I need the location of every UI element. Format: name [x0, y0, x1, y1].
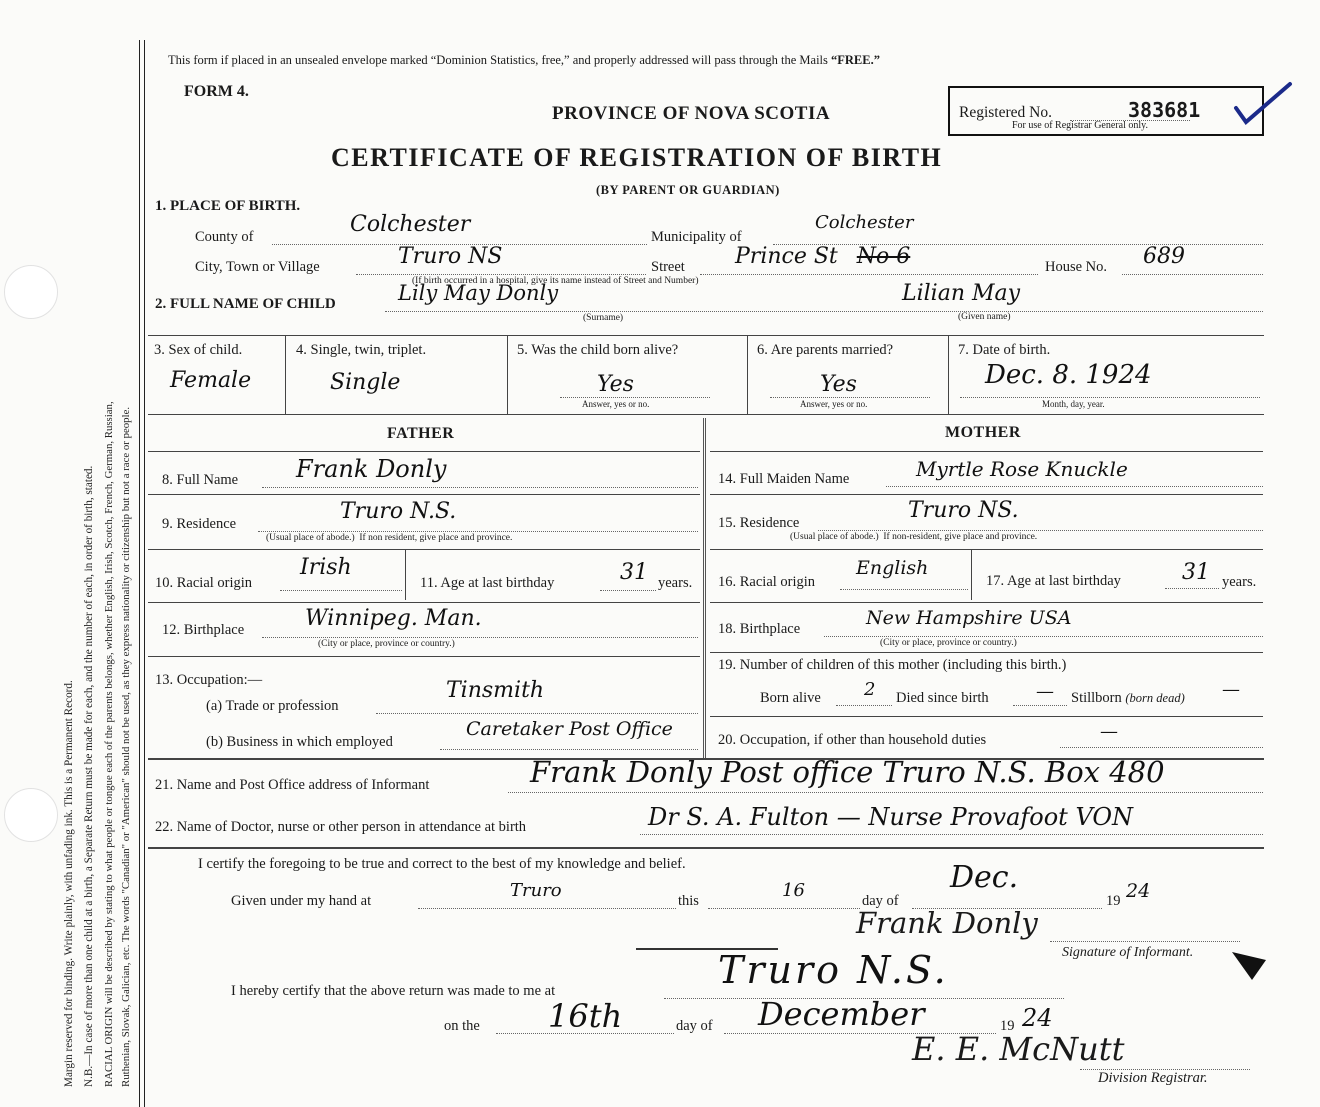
county-value: Colchester: [350, 212, 471, 237]
given-day-of-label: day of: [862, 893, 899, 909]
city-value: Truro NS: [398, 244, 503, 269]
mother-racial-origin-label: 16. Racial origin: [718, 574, 816, 590]
plurality-label: 4. Single, twin, triplet.: [296, 342, 427, 358]
informant-signature: Frank Donly: [856, 906, 1038, 940]
mother-name-label: 14. Full Maiden Name: [718, 471, 850, 487]
born-alive-caption: Answer, yes or no.: [582, 399, 650, 409]
given-year-value: 24: [1126, 880, 1151, 902]
stillborn-value: —: [1222, 679, 1240, 700]
died-since-birth-value: —: [1036, 681, 1054, 702]
father-residence-value: Truro N.S.: [340, 499, 457, 524]
registrar-on-the-label: on the: [444, 1018, 480, 1034]
child-surname-value: Lily May Donly: [398, 281, 559, 305]
informant-value: Frank Donly Post office Truro N.S. Box 480: [530, 755, 1165, 789]
registered-label: Registered No.: [959, 104, 1052, 121]
mother-residence-caption: (Usual place of abode.) If non-resident, give place and province.: [790, 532, 1038, 542]
mother-children-label: 19. Number of children of this mother (including this birth.): [718, 657, 1067, 673]
house-number-value: 689: [1143, 244, 1185, 269]
municipality-value: Colchester: [815, 212, 914, 233]
street-value: Prince St No 6: [735, 244, 911, 269]
registered-number-box: [948, 86, 1264, 136]
margin-rule: [139, 40, 140, 1107]
mother-age-label: 17. Age at last birthday: [986, 573, 1121, 589]
hospital-note: (If birth occurred in a hospital, give its name instead of Street and Number): [412, 276, 699, 286]
date-of-birth-caption: Month, day, year.: [1042, 399, 1105, 409]
street-struck-number: No 6: [856, 244, 911, 269]
certification-statement: I certify the foregoing to be true and correct to the best of my knowledge and belief.: [198, 856, 686, 872]
mother-birthplace-value: New Hampshire USA: [866, 607, 1072, 629]
division-registrar-caption: Division Registrar.: [1098, 1070, 1208, 1086]
parents-married-label: 6. Are parents married?: [757, 342, 894, 358]
date-of-birth-value: Dec. 8. 1924: [985, 360, 1152, 390]
mother-age-years: years.: [1222, 574, 1257, 590]
mother-birthplace-caption: (City or place, province or country.): [880, 638, 1017, 648]
municipality-label: Municipality of: [651, 229, 742, 245]
doctor-label: 22. Name of Doctor, nurse or other person in attendance at birth: [155, 819, 527, 835]
county-label: County of: [195, 229, 254, 245]
binding-hole-bottom: [4, 788, 58, 842]
given-this-label: this: [678, 893, 699, 909]
mail-notice: This form if placed in an unsealed envelope marked “Dominion Statistics, free,” and properly addressed will pass through the Mails “FREE.”: [168, 53, 880, 67]
mother-name-value: Myrtle Rose Knuckle: [916, 457, 1128, 481]
given-at-value: Truro: [510, 880, 562, 901]
father-birthplace-value: Winnipeg. Man.: [305, 606, 482, 631]
father-racial-origin-value: Irish: [300, 555, 352, 580]
father-occupation-label: 13. Occupation:—: [155, 672, 263, 688]
mother-birthplace-label: 18. Birthplace: [718, 621, 801, 637]
registered-number: 383681: [1128, 98, 1201, 122]
born-alive-count-value: 2: [864, 679, 876, 700]
certificate-subtitle: (BY PARENT OR GUARDIAN): [596, 183, 780, 197]
given-name-caption: (Given name): [958, 312, 1011, 322]
given-at-label: Given under my hand at: [231, 893, 372, 909]
margin-note-multiple-births: N.B.—In case of more than one child at a birth, a Separate Return must be made for each, and the number of each, in order of birth, stated.: [83, 465, 95, 1087]
given-month-value: Dec.: [950, 860, 1019, 895]
father-age-label: 11. Age at last birthday: [420, 575, 555, 591]
mother-racial-origin-value: English: [856, 557, 929, 579]
father-heading: FATHER: [387, 425, 455, 442]
margin-note-binding: Margin reserved for binding. Write plainly, with unfading ink. This is a Permanent Record.: [63, 680, 75, 1087]
city-label: City, Town or Village: [195, 259, 320, 275]
father-birthplace-label: 12. Birthplace: [162, 622, 245, 638]
registrar-signature: E. E. McNutt: [912, 1030, 1125, 1068]
binding-hole-top: [4, 265, 58, 319]
sex-label: 3. Sex of child.: [154, 342, 243, 358]
mother-age-value: 31: [1182, 560, 1210, 585]
father-business-label: (b) Business in which employed: [206, 734, 393, 750]
informant-signature-caption: Signature of Informant.: [1062, 945, 1194, 960]
mother-occupation-value: —: [1100, 721, 1118, 742]
place-of-birth-heading: 1. PLACE OF BIRTH.: [155, 198, 301, 214]
child-given-name-value: Lilian May: [902, 281, 1021, 306]
margin-note-racial-origin-cont: Ruthenian, Slovak, Galician, etc. The words "Canadian" or "American" should not be used, as they express nationality or citizenship but not a race or people.: [120, 406, 132, 1087]
arrow-marker-icon: [1230, 946, 1270, 982]
father-trade-value: Tinsmith: [446, 678, 545, 703]
street-label: Street: [651, 259, 685, 275]
certificate-title: CERTIFICATE OF REGISTRATION OF BIRTH: [331, 143, 943, 172]
mother-heading: MOTHER: [945, 424, 1021, 441]
margin-rule-inner: [144, 40, 145, 1107]
father-name-label: 8. Full Name: [162, 472, 239, 488]
father-birthplace-caption: (City or place, province or country.): [318, 639, 455, 649]
born-alive-count-label: Born alive: [760, 690, 821, 706]
given-year-prefix: 19: [1106, 893, 1121, 909]
doctor-value: Dr S. A. Fulton — Nurse Provafoot VON: [648, 803, 1134, 831]
registrar-day-value: 16th: [548, 997, 623, 1035]
died-since-birth-label: Died since birth: [896, 690, 989, 706]
father-business-value: Caretaker Post Office: [466, 718, 673, 740]
registrar-day-of-label: day of: [676, 1018, 713, 1034]
margin-note-racial-origin: RACIAL ORIGIN will be described by stating to what people or tongue each of the parents belongs, whether English, Irish, Scotch, French, German, Russian,: [103, 401, 115, 1087]
registrar-year-value: 24: [1022, 1004, 1053, 1032]
father-racial-origin-label: 10. Racial origin: [155, 575, 253, 591]
mother-residence-value: Truro NS.: [908, 498, 1019, 523]
given-day-value: 16: [782, 880, 805, 901]
registrar-statement: I hereby certify that the above return was made to me at: [231, 983, 556, 999]
parents-married-value: Yes: [820, 372, 857, 397]
mother-occupation-label: 20. Occupation, if other than household duties: [718, 732, 987, 748]
father-trade-label: (a) Trade or profession: [206, 698, 339, 714]
father-residence-caption: (Usual place of abode.) If non resident, give place and province.: [266, 533, 513, 543]
stillborn-label: Stillborn (born dead): [1071, 690, 1185, 706]
father-age-years: years.: [658, 575, 693, 591]
child-name-label: 2. FULL NAME OF CHILD: [155, 296, 336, 312]
plurality-value: Single: [330, 370, 401, 395]
father-name-value: Frank Donly: [296, 455, 447, 483]
mother-residence-label: 15. Residence: [718, 515, 800, 531]
province-heading: PROVINCE OF NOVA SCOTIA: [552, 103, 831, 124]
registrar-month-value: December: [758, 995, 925, 1033]
father-age-value: 31: [620, 560, 648, 585]
registrar-year-prefix: 19: [1000, 1018, 1015, 1034]
informant-label: 21. Name and Post Office address of Informant: [155, 777, 430, 793]
sex-value: Female: [170, 368, 252, 393]
house-number-label: House No.: [1045, 259, 1108, 275]
check-mark-icon: [1230, 78, 1296, 128]
registrar-note: For use of Registrar General only.: [1012, 120, 1148, 131]
born-alive-label: 5. Was the child born alive?: [517, 342, 679, 358]
father-residence-label: 9. Residence: [162, 516, 237, 532]
form-number: FORM 4.: [184, 83, 249, 100]
registrar-place-value: Truro N.S.: [718, 948, 949, 992]
surname-caption: (Surname): [583, 313, 624, 323]
born-alive-value: Yes: [597, 372, 634, 397]
date-of-birth-label: 7. Date of birth.: [958, 342, 1051, 358]
parents-married-caption: Answer, yes or no.: [800, 399, 868, 409]
